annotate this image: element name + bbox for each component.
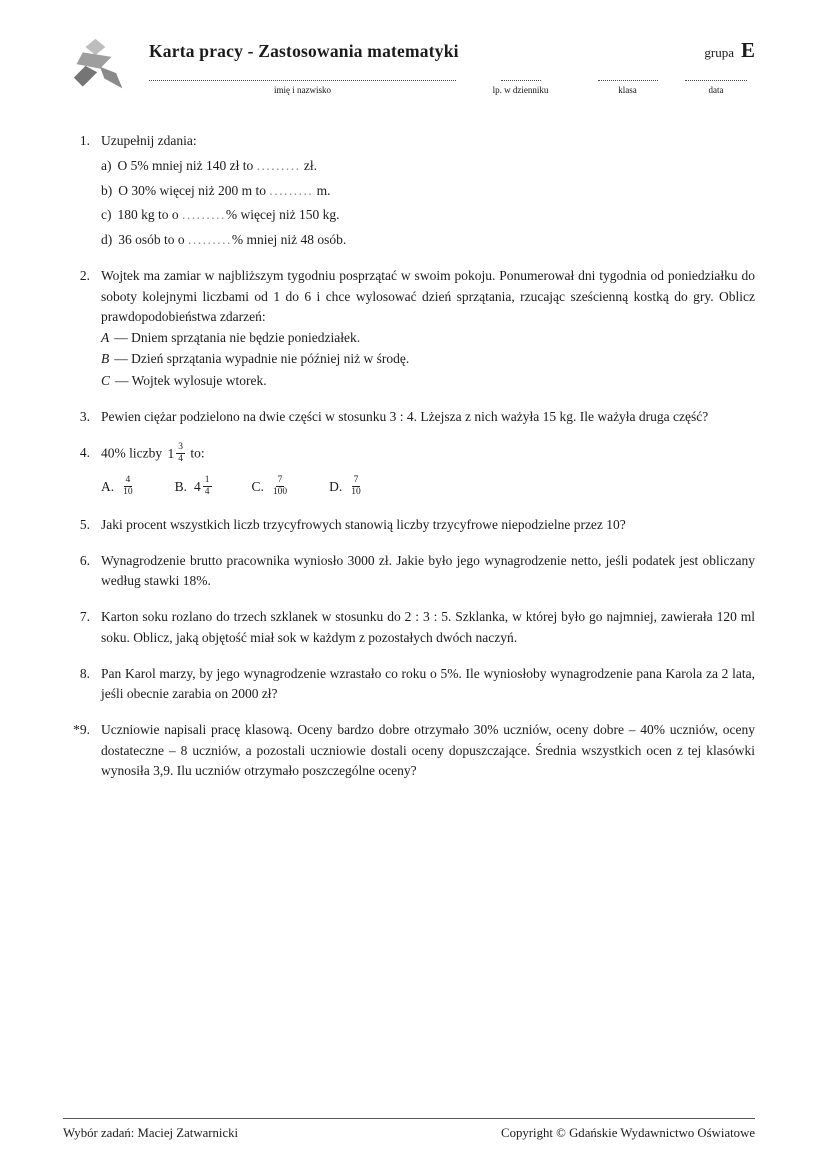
group-badge bbox=[704, 38, 755, 63]
question-body bbox=[101, 515, 755, 535]
fraction-denominator: 100 bbox=[272, 486, 288, 497]
question bbox=[63, 720, 755, 781]
fraction bbox=[349, 476, 363, 499]
fraction-numerator: 7 bbox=[353, 474, 359, 485]
question-text: 40% liczby 1 $\frac{3}{4}$ to: bbox=[101, 442, 205, 464]
option-label: A. bbox=[101, 479, 115, 495]
question bbox=[63, 551, 755, 592]
fraction-denominator: 4 bbox=[204, 486, 210, 497]
fill-in-line bbox=[501, 80, 541, 81]
event-letter: A bbox=[101, 330, 110, 345]
subitem-label: c) bbox=[101, 207, 112, 223]
question-text: Uczniowie napisali pracę klasową. Oceny bardzo dobre otrzymało 30% uczniów, oceny dobre – 40% uczniów, oceny dostateczne – 8 uczniów, a pozostali uczniowie dostali oceny dopuszczające. Średnia wszystkich ocen z tej klasówki wynosiła 3,9. Ilu uczniów otrzymało poszczególne oceny? bbox=[101, 722, 755, 778]
field-label: lp. w dzienniku bbox=[492, 85, 549, 95]
fraction-numerator: 3 bbox=[178, 442, 183, 452]
fraction bbox=[121, 476, 135, 499]
fill-in-line bbox=[685, 80, 747, 81]
question-body bbox=[101, 607, 755, 648]
publisher-logo-icon bbox=[63, 36, 135, 94]
question bbox=[63, 443, 755, 499]
answer-option bbox=[101, 476, 137, 499]
subitem-label: d) bbox=[101, 232, 113, 247]
question-number: 4. bbox=[79, 445, 90, 460]
question-number: 6. bbox=[79, 552, 90, 568]
question bbox=[63, 607, 755, 648]
fraction-numerator: 4 bbox=[125, 474, 131, 485]
event-letter: B bbox=[101, 351, 110, 367]
question-body bbox=[101, 131, 755, 250]
question-body bbox=[101, 266, 755, 391]
fraction bbox=[194, 476, 212, 499]
fraction-denominator: 10 bbox=[351, 486, 361, 497]
question-number: 2. bbox=[79, 268, 90, 284]
question-number: 8. bbox=[79, 665, 90, 681]
question bbox=[63, 515, 755, 535]
event-line: C — Wojtek wylosuje wtorek. bbox=[101, 372, 267, 388]
fraction bbox=[271, 476, 289, 499]
question-number: 3. bbox=[79, 408, 90, 424]
fill-in-dots: ......... bbox=[256, 157, 301, 173]
question-body bbox=[101, 443, 755, 499]
question-number: *9. bbox=[73, 722, 90, 738]
answer-options bbox=[101, 476, 755, 499]
answer-option bbox=[175, 476, 214, 499]
option-label: B. bbox=[174, 479, 188, 495]
event-line: B — Dzień sprzątania wypadnie nie później niż w środę. bbox=[101, 351, 410, 367]
fraction-denominator: 10 bbox=[123, 486, 133, 497]
question bbox=[63, 131, 755, 250]
fraction bbox=[167, 443, 185, 466]
question-text: Pewien ciężar podzielono na dwie części w stosunku 3 : 4. Lżejsza z nich ważyła 15 kg. Ile ważyła druga część? bbox=[101, 408, 709, 424]
page-title: Karta pracy - Zastosowania matematyki bbox=[149, 41, 459, 61]
fill-in-line bbox=[149, 80, 456, 81]
question-number: 7. bbox=[79, 609, 90, 625]
group-letter: E bbox=[740, 38, 755, 62]
question-subitem: a) O 5% mniej niż 140 zł to ......... zł. bbox=[101, 157, 317, 173]
question-body bbox=[101, 664, 755, 705]
title-row bbox=[149, 38, 755, 63]
question-text: Pan Karol marzy, by jego wynagrodzenie wzrastało co roku o 5%. Ile wyniosłoby wynagrodzenie pana Karola za 2 lata, jeśli obecnie zarabia on 2000 zł? bbox=[101, 665, 755, 702]
question-text: Wojtek ma zamiar w najbliższym tygodniu posprzątać w swoim pokoju. Ponumerował dni tygodnia od poniedziałku do soboty kolejnymi liczbami od 1 do 6 i chce wylosować dzień sprzątania, rzucając sześcienną kostką do gry. Oblicz prawdopodobieństwa zdarzeń: bbox=[101, 268, 755, 324]
header-main bbox=[149, 38, 755, 95]
question-number: 5. bbox=[79, 516, 90, 532]
questions bbox=[63, 131, 755, 781]
fraction-numerator: 7 bbox=[277, 474, 283, 485]
answer-option bbox=[329, 476, 365, 499]
header-field bbox=[585, 80, 670, 95]
field-label: data bbox=[708, 85, 724, 95]
header bbox=[63, 38, 755, 95]
fraction-numerator: 1 bbox=[204, 474, 210, 485]
subitem-label: a) bbox=[101, 157, 112, 173]
footer-copyright: Copyright © Gdańskie Wydawnictwo Oświatowe bbox=[501, 1126, 755, 1140]
question-number: 1. bbox=[79, 133, 90, 148]
header-field bbox=[463, 80, 578, 95]
question bbox=[63, 664, 755, 705]
header-fields bbox=[149, 80, 755, 95]
question-subitem: d) 36 osób to o .........% mniej niż 48 osób. bbox=[101, 232, 347, 247]
question-text: Uzupełnij zdania: bbox=[101, 133, 197, 148]
question-body bbox=[101, 720, 755, 781]
fraction-whole: 4 bbox=[194, 479, 201, 495]
header-field bbox=[149, 80, 456, 95]
field-label: klasa bbox=[618, 85, 637, 95]
subitem-label: b) bbox=[101, 182, 113, 198]
question-subitem: c) 180 kg to o .........% więcej niż 150 kg. bbox=[101, 207, 340, 223]
fill-in-line bbox=[598, 80, 658, 81]
fraction-denominator: 4 bbox=[178, 453, 183, 464]
question-body bbox=[101, 407, 755, 427]
fill-in-dots: ......... bbox=[188, 232, 232, 247]
question-text: Wynagrodzenie brutto pracownika wyniosło 3000 zł. Jakie było jego wynagrodzenie netto, jeśli podatek jest obliczany według stawki 18%. bbox=[101, 552, 755, 589]
event-letter: C bbox=[101, 372, 111, 388]
question bbox=[63, 266, 755, 391]
question bbox=[63, 407, 755, 427]
footer-author: Wybór zadań: Maciej Zatwarnicki bbox=[63, 1126, 239, 1140]
event-line: A — Dniem sprzątania nie będzie poniedziałek. bbox=[101, 330, 361, 345]
fraction-whole: 1 bbox=[167, 446, 175, 462]
option-label: C. bbox=[251, 479, 264, 495]
answer-option bbox=[252, 476, 292, 499]
question-text: Karton soku rozlano do trzech szklanek w stosunku do 2 : 3 : 5. Szklanka, w której było go najmniej, zawierała 120 ml soku. Oblicz, jaką objętość miał sok w każdym z pozostałych dwóch naczyń. bbox=[101, 609, 755, 645]
question-body bbox=[101, 551, 755, 592]
field-label: imię i nazwisko bbox=[274, 85, 331, 95]
group-label: grupa bbox=[704, 45, 734, 60]
fill-in-dots: ......... bbox=[182, 207, 226, 223]
footer bbox=[63, 1118, 755, 1141]
option-label: D. bbox=[329, 479, 343, 495]
question-text: Jaki procent wszystkich liczb trzycyfrowych stanowią liczby trzycyfrowe niepodzielne przez 10? bbox=[101, 516, 626, 532]
header-field bbox=[677, 80, 755, 95]
fill-in-dots: ......... bbox=[269, 182, 314, 198]
question-subitem: b) O 30% więcej niż 200 m to ......... m. bbox=[101, 182, 331, 198]
